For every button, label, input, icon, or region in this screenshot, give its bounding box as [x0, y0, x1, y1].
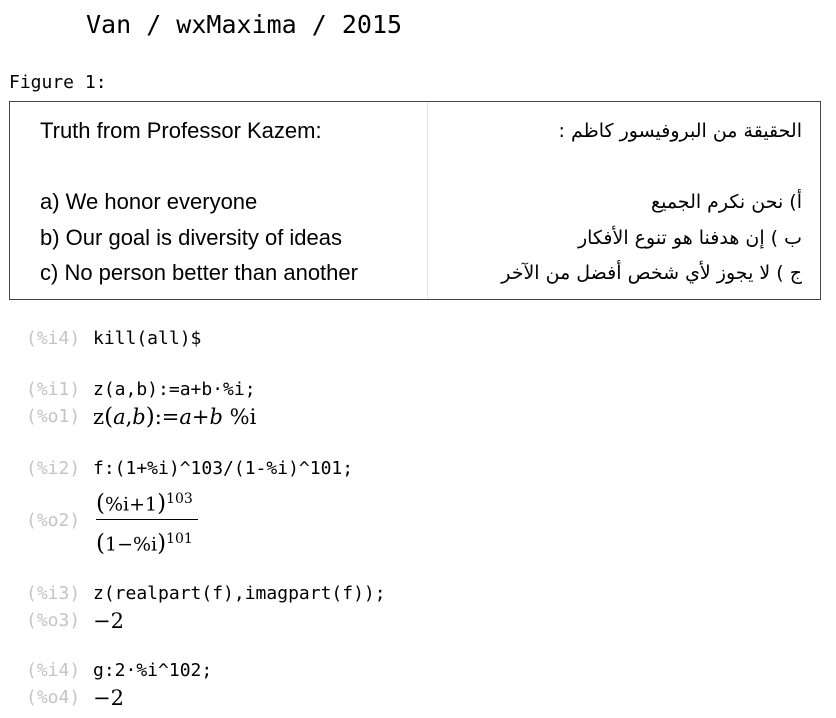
- english-item-a: a) We honor everyone: [40, 189, 258, 214]
- table-column-divider: [427, 102, 428, 299]
- input-code[interactable]: f:(1+%i)^103/(1-%i)^101;: [93, 458, 354, 479]
- english-item-b: b) Our goal is diversity of ideas: [40, 225, 343, 250]
- input-code[interactable]: kill(all)$: [93, 328, 202, 349]
- output-label: (%o2): [26, 510, 81, 531]
- input-label: (%i3): [26, 583, 81, 604]
- english-item-c: c) No person better than another: [40, 260, 358, 285]
- output-label: (%o4): [26, 687, 81, 708]
- input-label: (%i1): [26, 379, 81, 400]
- arabic-item-b: ب ) إن هدفنا هو تنوع الأفكار: [577, 227, 802, 249]
- page-title: Van / wxMaxima / 2015: [86, 10, 403, 39]
- arabic-item-a: أ) نحن نكرم الجميع: [650, 191, 802, 213]
- arabic-heading: الحقيقة من البروفيسور كاظم :: [558, 120, 802, 142]
- output-value: −2: [93, 686, 124, 710]
- arabic-item-c: ج ) لا يجوز لأي شخص أفضل من الآخر: [501, 262, 802, 284]
- input-code[interactable]: g:2·%i^102;: [93, 660, 213, 681]
- fraction-denominator: $(1-\%i)^{101}$: [96, 530, 193, 557]
- output-label: (%o1): [26, 406, 81, 427]
- input-label: (%i4): [26, 328, 81, 349]
- output-expression: z(a,b):=a+b %i: [93, 404, 257, 430]
- english-heading: Truth from Professor Kazem:: [40, 118, 322, 143]
- output-label: (%o3): [26, 610, 81, 631]
- input-label: (%i2): [26, 458, 81, 479]
- input-code[interactable]: z(realpart(f),imagpart(f));: [93, 583, 386, 604]
- input-label: (%i4): [26, 660, 81, 681]
- input-code[interactable]: z(a,b):=a+b·%i;: [93, 379, 256, 400]
- figure-label: Figure 1:: [9, 72, 107, 93]
- figure-table: [9, 101, 821, 300]
- fraction-numerator: $(\%i+1)^{103}$: [96, 490, 193, 517]
- output-value: −2: [93, 609, 124, 633]
- fraction-bar: [96, 519, 198, 520]
